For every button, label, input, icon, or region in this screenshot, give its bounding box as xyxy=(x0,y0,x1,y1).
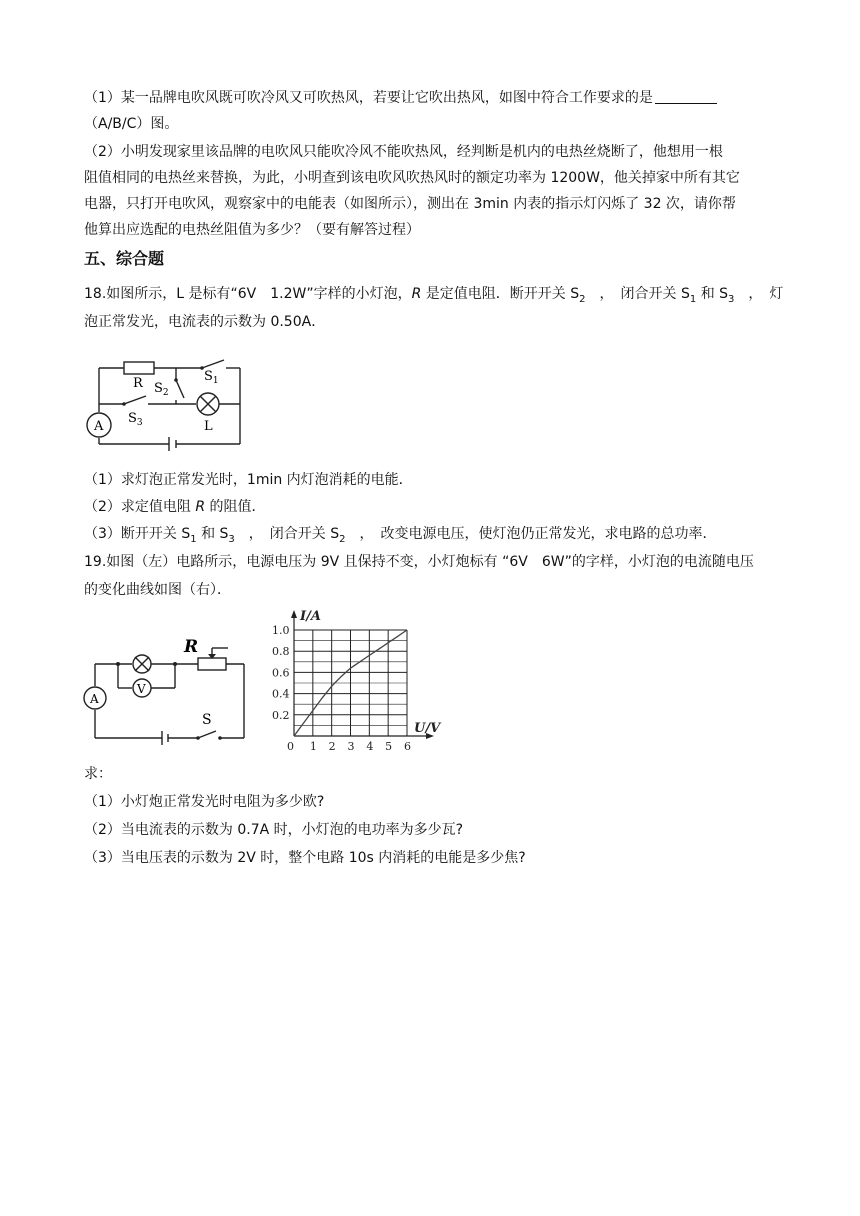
x-tick-label: 3 xyxy=(347,740,355,753)
q19-ammeter-A: A xyxy=(90,692,99,706)
q19-sub1: （1）小灯炮正常发光时电阻为多少欧? xyxy=(84,794,325,810)
q17-part2-line1: （2）小明发现家里该品牌的电吹风只能吹冷风不能吹热风，经判断是机内的电热丝烧断了，他想用一根 xyxy=(84,144,723,160)
q18-sub3: （3）断开开关 $S_1$ 和 $S_3$ ， 闭合开关 $S_2$ ， 改变电源电压，使灯泡仍正常发光，求电路的总功率． xyxy=(84,526,717,545)
y-tick-label: 0.8 xyxy=(272,645,290,659)
y-axis-label: I/A xyxy=(300,609,321,624)
q17-part2-line4: 他算出应选配的电热丝阻值为多少？（要有解答过程） xyxy=(84,222,420,238)
q17-part2-line3: 电器，只打开电吹风，观察家中的电能表（如图所示），测出在 3min 内表的指示灯闪烁了 32 次，请你帮 xyxy=(84,196,736,212)
section-heading: 五、综合题 xyxy=(84,249,165,268)
y-tick-label: 1.0 xyxy=(272,624,290,637)
x-axis-label: U/V xyxy=(414,721,441,736)
y-tick-label: 0.4 xyxy=(272,687,290,701)
q19-circuit-diagram xyxy=(80,628,260,750)
x-tick-label: 2 xyxy=(328,740,336,753)
q18-label-L: L xyxy=(204,419,213,434)
q18-stem-line2: 泡正常发光，电流表的示数为 0.50A． xyxy=(84,314,326,330)
q18-circuit-diagram xyxy=(84,350,254,455)
q18-label-S2: $S_2$ xyxy=(154,381,169,398)
q19-sub2: （2）当电流表的示数为 0.7A 时，小灯泡的电功率为多少瓦? xyxy=(84,822,464,838)
q19-stem-line1: 19.如图（左）电路所示，电源电压为 9V 且保持不变，小灯炮标有 “6V 6W”的字样，小灯泡的电流随电压 xyxy=(84,554,754,570)
x-tick-label: 0 xyxy=(287,740,294,753)
q18-label-S1: $S_1$ xyxy=(204,369,219,386)
x-tick-label: 4 xyxy=(366,740,374,753)
q19-label-S: S xyxy=(202,712,212,728)
y-tick-label: 0.6 xyxy=(272,666,290,680)
q18-sub1: （1）求灯泡正常发光时，1min 内灯泡消耗的电能． xyxy=(84,472,413,488)
iu-curve-chart xyxy=(272,606,452,762)
answer-blank[interactable] xyxy=(655,89,717,104)
q19-voltmeter-V: V xyxy=(137,682,146,696)
x-tick-label: 5 xyxy=(385,740,393,753)
q18-stem-line1: 18.如图所示，L 是标有“6V 1.2W”字样的小灯泡，R 是定值电阻．断开开关 $S_2$ ， 闭合开关 $S_1$ 和 $S_3$ ， 灯 xyxy=(84,286,784,305)
q18-label-S3: $S_3$ xyxy=(128,411,143,428)
q17-part1-line2: （A/B/C）图。 xyxy=(84,116,179,132)
y-tick-label: 0.2 xyxy=(272,708,290,722)
q18-ammeter-A: A xyxy=(94,419,104,434)
q18-sub2: （2）求定值电阻 R 的阻值． xyxy=(84,499,266,515)
q19-stem-line2: 的变化曲线如图（右）． xyxy=(84,582,231,598)
q18-label-R: R xyxy=(133,376,143,391)
q19-label-R: R xyxy=(184,637,199,657)
q19-sub3: （3）当电压表的示数为 2V 时，整个电路 10s 内消耗的电能是多少焦? xyxy=(84,850,526,866)
x-tick-label: 6 xyxy=(404,740,411,753)
x-tick-label: 1 xyxy=(309,740,317,753)
y-axis-arrow xyxy=(291,610,297,618)
q19-ask: 求： xyxy=(84,766,112,782)
q17-part1-line1: （1）某一品牌电吹风既可吹冷风又可吹热风，若要让它吹出热风，如图中符合工作要求的是 xyxy=(84,88,717,108)
q17-part2-line2: 阻值相同的电热丝来替换，为此，小明查到该电吹风吹热风时的额定功率为 1200W，他关掉家中所有其它 xyxy=(84,170,740,186)
